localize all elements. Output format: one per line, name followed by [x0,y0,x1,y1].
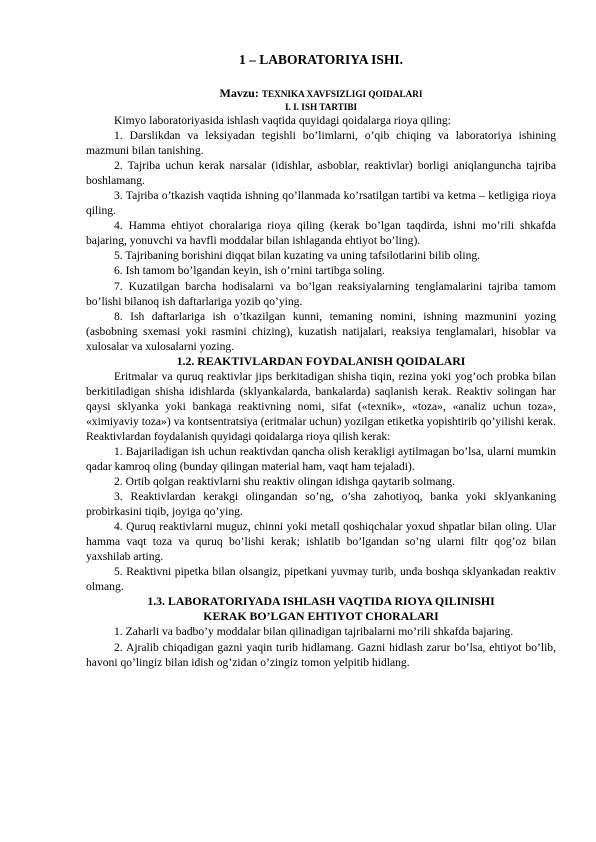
topic-label: Mavzu: [219,86,259,100]
section3-heading-line2: KERAK BO’LGAN EHTIYOT CHORALARI [203,609,439,624]
paragraph: 1. Zaharli va badbo’y moddalar bilan qilinadigan tajribalarni mo’rili shkafda bajaring. [114,625,514,639]
paragraph: 5. Reaktivni pipetka bilan olsangiz, pipetkani yuvmay turib, unda boshqa sklyankadan reaktiv olmang. [86,565,556,594]
paragraph: 2. Ajralib chiqadigan gazni yaqin turib hidlamang. Gazni hidlash zarur bo’lsa, ehtiyot bo’lib, havoni qo’lingiz bilan idish og’zidan o’zingiz tomon yelpitib hidlang. [86,640,556,669]
document-page [86,52,556,670]
paragraph: 2. Tajriba uchun kerak narsalar (idishlar, asboblar, reaktivlar) borligi aniqlanguncha tajriba boshlamang. [86,159,556,188]
section3-body [86,624,556,669]
paragraph: 1. Darslikdan va leksiyadan tegishli bo’limlarni, o’qib chiqing va laboratoriya ishining mazmuni bilan tanishing. [86,129,556,158]
document-title: 1 – LABORATORIYA ISHI. [238,52,404,67]
paragraph: 7. Kuzatilgan barcha hodisalarni va bo’lgan reaksiyalarning tenglamalarini tajriba tamom bo’lishi bilanoq ish daftarlariga yozib qo’ying. [86,279,556,308]
topic-text: TEXNIKA XAVFSIZLIGI QOIDALARI [261,89,423,99]
paragraph: 3. Reaktivlardan kerakgi olingandan so’ng, o’sha zahotiyoq, banka yoki sklyankaning probirkasini tiqib, joyiga qo’ying. [86,490,556,519]
topic-line [86,86,556,101]
section1-heading: I. I. ISH TARTIBI [284,102,358,112]
section2-heading: 1.2. REAKTIVLARDAN FOYDALANISH QOIDALARI [176,353,466,368]
paragraph: 8. Ish daftarlariga ish o’tkazilgan kunni, temaning nomini, ishning mazmunini yozing (asbobning sxemasi yoki rasmini chizing), kuzatish natijalari, reaksiya tenglamalari, hisoblar va xulosalar va xulosalarni yozing. [86,309,556,353]
paragraph: 5. Tajribaning borishini diqqat bilan kuzating va uning tafsilotlarini bilib oling. [114,249,481,263]
paragraph: 3. Tajriba o’tkazish vaqtida ishning qo’llanmada ko’rsatilgan tartibi va ketma – ketligiga rioya qiling. [86,189,556,218]
paragraph: 1. Bajariladigan ish uchun reaktivdan qancha olish kerakligi aytilmagan bo’lsa, ularni mumkin qadar kamroq oling (bunday qilingan material ham, vaqt ham tejaladi). [86,444,556,474]
paragraph: Kimyo laboratoriyasida ishlash vaqtida quyidagi qoidalarga rioya qiling: [114,114,451,127]
paragraph: 4. Quruq reaktivlarni muguz, chinni yoki metall qoshiqchalar yoxud shpatlar bilan oling. Ular hamma vaqt toza va quruq bo’lishi kerak; ishlatib bo’lgandan so’ng ularni filtr qog’oz bilan yaxshilab arting. [86,520,556,564]
paragraph: Eritmalar va quruq reaktivlar jips berkitadigan shisha tiqin, rezina yoki yog’och probka bilan berkitiladigan shisha idishlarda (sklyankalarda, bankalarda) saqlanish kerak. Reaktiv solingan har qaysi sklyanka yoki bankaga reaktivning nomi, sifat («texnik», «toza», «analiz uchun toza», «ximiyaviy toza») va kontsentratsiya (eritmalar uchun) yozilgan etiketka yopishtirib qo’yilishi kerak. Reaktivlardan foydalanish quyidagi qoidalarga rioya qilish kerak: [86,369,556,443]
paragraph: 4. Hamma ehtiyot choralariga rioya qiling (kerak bo’lgan taqdirda, ishni mo’rili shkafda bajaring, yonuvchi va havfli moddalar bilan ishlaganda ehtiyot bo’ling). [86,219,556,248]
section1-body [86,113,556,354]
paragraph: 6. Ish tamom bo’lgandan keyin, ish o’rnini tartibga soling. [114,264,385,278]
paragraph: 2. Ortib qolgan reaktivlarni shu reaktiv olingan idishga qaytarib solmang. [114,475,455,489]
section2-body [86,369,556,595]
section3-heading-line1: 1.3. LABORATORIYADA ISHLASH VAQTIDA RIOYA QILINISHI [147,594,495,609]
